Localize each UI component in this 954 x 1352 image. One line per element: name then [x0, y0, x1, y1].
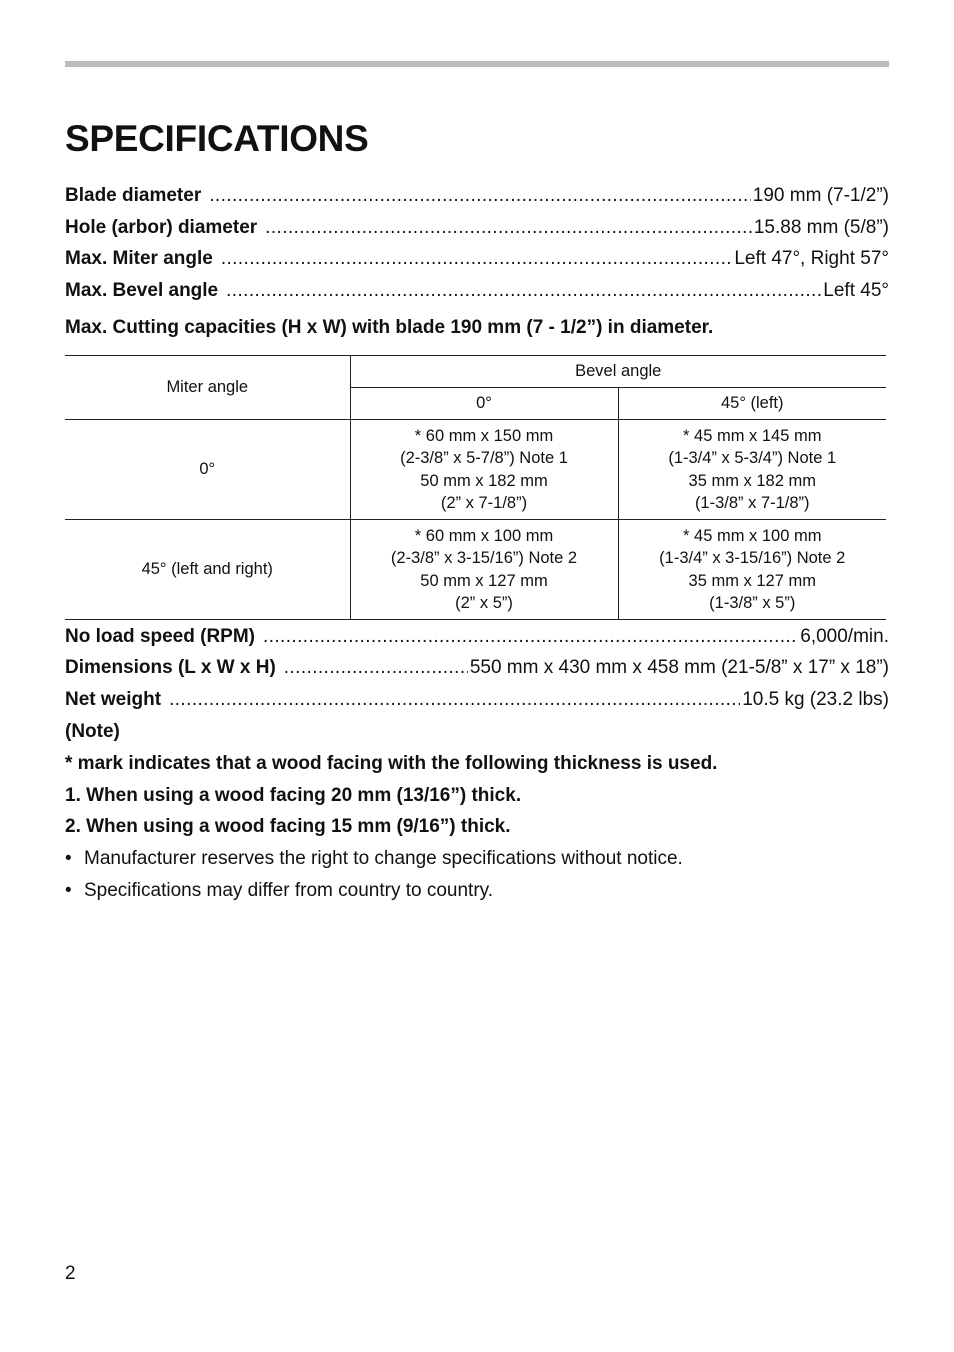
capacity-line: * 60 mm x 150 mm — [414, 426, 554, 445]
capacity-cell — [618, 420, 886, 520]
capacity-line: * 45 mm x 100 mm — [683, 526, 822, 545]
dot-leader — [221, 247, 733, 271]
bullet-icon: • — [65, 848, 72, 869]
dot-leader — [226, 279, 821, 303]
capacity-line: (1-3/8” x 7-1/8”) — [694, 494, 810, 512]
spec-row-net-weight — [65, 688, 889, 712]
spec-label: Hole (arbor) diameter — [65, 217, 258, 238]
spec-value: Left 47°, Right 57° — [734, 248, 889, 269]
spec-row-max-bevel-angle — [65, 279, 889, 303]
spec-label: Dimensions (L x W x H) — [65, 657, 276, 678]
capacity-line: (1-3/4” x 3-15/16”) Note 2 — [659, 549, 846, 567]
capacity-line: (2” x 7-1/8”) — [440, 494, 528, 512]
bevel-45-header: 45° (left) — [618, 388, 886, 420]
spec-label: Net weight — [65, 689, 162, 710]
capacity-line: (2-3/8” x 3-15/16”) Note 2 — [390, 549, 578, 567]
spec-value: 15.88 mm (5/8”) — [753, 217, 889, 238]
capacity-cell — [350, 520, 618, 620]
bullet-text: Manufacturer reserves the right to change specifications without notice. — [84, 848, 683, 869]
capacity-cell — [618, 520, 886, 620]
spec-row-dimensions — [65, 656, 889, 680]
spec-label: Blade diameter — [65, 185, 202, 206]
dot-leader — [265, 216, 752, 240]
table-row — [65, 520, 886, 620]
spec-value: Left 45° — [823, 280, 889, 301]
spec-value: 550 mm x 430 mm x 458 mm (21-5/8” x 17” x 18”) — [469, 657, 889, 678]
miter-angle-header: Miter angle — [65, 356, 350, 420]
capacity-line: (2-3/8” x 5-7/8”) Note 1 — [400, 449, 568, 467]
note-1: 1. When using a wood facing 20 mm (13/16”) thick. — [65, 785, 522, 806]
capacity-cell — [350, 420, 618, 520]
capacity-line: (1-3/4” x 5-3/4”) Note 1 — [668, 449, 837, 467]
capacity-line: 35 mm x 127 mm — [688, 571, 816, 590]
bevel-0-header: 0° — [350, 388, 618, 420]
top-rule — [65, 61, 889, 67]
dot-leader — [169, 688, 740, 712]
bevel-angle-header: Bevel angle — [350, 356, 886, 388]
bullet-item — [65, 847, 683, 871]
capacity-line: 50 mm x 182 mm — [420, 471, 548, 490]
spec-row-hole-diameter — [65, 216, 889, 240]
dot-leader — [263, 625, 798, 649]
capacity-line: (1-3/8” x 5”) — [709, 594, 796, 612]
table-row — [65, 420, 886, 520]
dot-leader — [209, 184, 751, 208]
capacity-line: 50 mm x 127 mm — [420, 571, 548, 590]
spec-value: 190 mm (7-1/2”) — [752, 185, 889, 206]
capacity-heading: Max. Cutting capacities (H x W) with blade 190 mm (7 - 1/2”) in diameter. — [65, 317, 714, 338]
capacity-line: 35 mm x 182 mm — [688, 471, 816, 490]
page-number: 2 — [65, 1263, 76, 1284]
bullet-item — [65, 879, 493, 903]
bullet-text: Specifications may differ from country to country. — [84, 880, 494, 901]
spec-value: 6,000/min. — [800, 626, 889, 647]
spec-row-blade-diameter — [65, 184, 889, 208]
spec-value: 10.5 kg (23.2 lbs) — [742, 689, 889, 710]
capacity-line: * 45 mm x 145 mm — [683, 426, 822, 445]
capacity-line: (2” x 5”) — [455, 594, 513, 612]
capacity-line: * 60 mm x 100 mm — [414, 526, 554, 545]
spec-row-no-load-speed — [65, 625, 889, 649]
dot-leader — [284, 656, 468, 680]
spec-label: No load speed (RPM) — [65, 626, 256, 647]
cutting-capacity-table — [65, 355, 886, 620]
note-heading: (Note) — [65, 721, 120, 742]
note-2: 2. When using a wood facing 15 mm (9/16”) thick. — [65, 816, 511, 837]
page-title: SPECIFICATIONS — [65, 118, 369, 159]
note-mark-line: * mark indicates that a wood facing with the following thickness is used. — [65, 753, 718, 774]
spec-label: Max. Miter angle — [65, 248, 213, 269]
spec-label: Max. Bevel angle — [65, 280, 219, 301]
spec-row-max-miter-angle — [65, 247, 889, 271]
miter-cell: 45° (left and right) — [65, 520, 350, 620]
miter-cell: 0° — [65, 420, 350, 520]
bullet-icon: • — [65, 880, 72, 901]
